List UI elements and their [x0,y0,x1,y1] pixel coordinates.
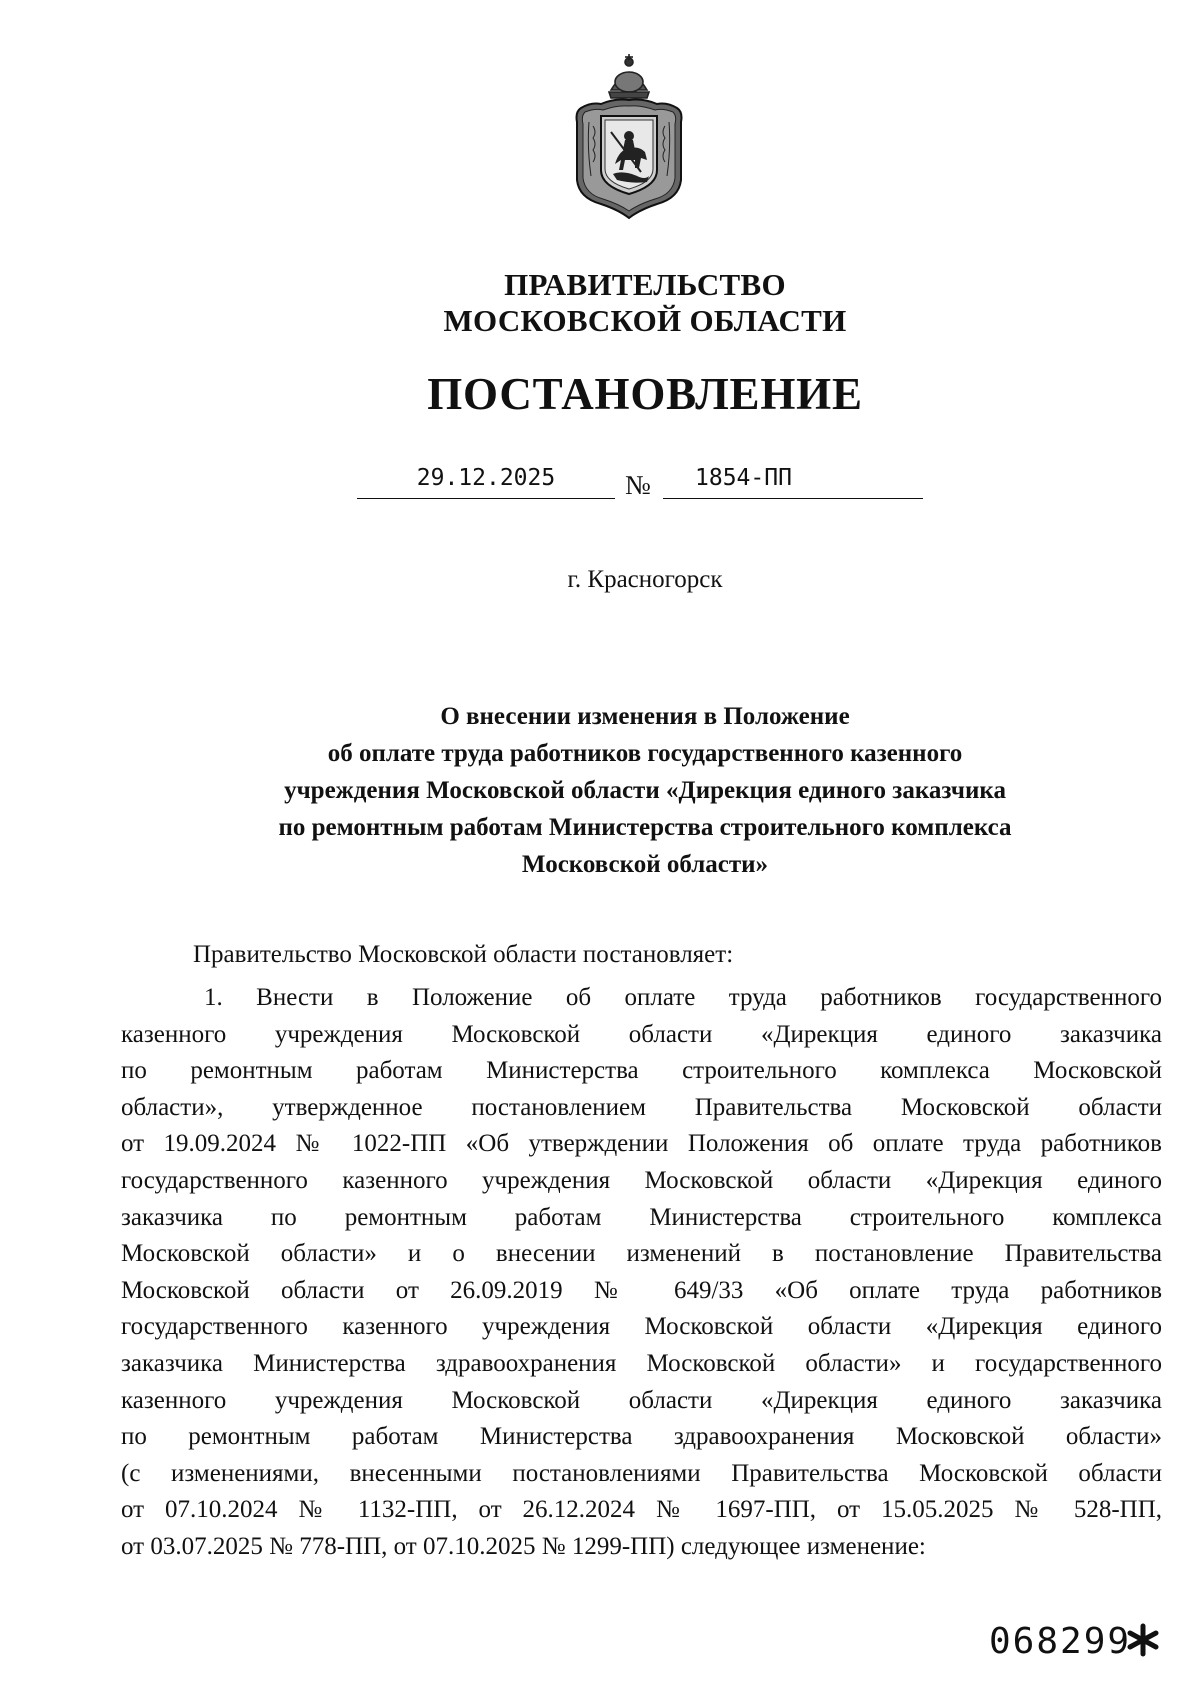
heading-line: О внесении изменения в Положение [440,703,850,730]
number-sign: № [625,470,651,500]
number-field [663,462,923,499]
coat-of-arms-icon [567,52,691,220]
date-field [357,462,615,499]
body-paragraph-1 [121,980,1162,1566]
document-type: ПОСТАНОВЛЕНИЕ [427,369,863,419]
preamble: Правительство Московской области постановляет: [193,941,734,968]
body-line: Московской области от 26.09.2019 № 649/33 «Об оплате труда работников [121,1276,1162,1304]
document-heading [190,698,1100,883]
heading-line: Московской области» [521,851,769,878]
heading-line: по ремонтным работам Министерства строительного комплекса [278,814,1012,841]
document-date: 29.12.2025 [416,465,556,491]
body-line: от 07.10.2024 № 1132-ПП, от 26.12.2024 № 1697-ПП, от 15.05.2025 № 528-ПП, [121,1496,1162,1524]
body-line: от 19.09.2024 № 1022-ПП «Об утверждении Положения об оплате труда работников [121,1130,1162,1158]
body-line: заказчика по ремонтным работам Министерства строительного комплекса [121,1203,1162,1231]
form-serial-number: 068299 [989,1621,1132,1662]
body-line: области», утвержденное постановлением Правительства Московской области [121,1093,1162,1121]
body-line: 1. Внести в Положение об оплате труда работников государственного [204,984,1162,1011]
body-line: казенного учреждения Московской области «Дирекция единого заказчика [121,1020,1162,1048]
body-line: Московской области» и о внесении изменений в постановление Правительства [121,1240,1162,1268]
heading-line: учреждения Московской области «Дирекция единого заказчика [284,777,1006,804]
body-line: государственного казенного учреждения Московской области «Дирекция единого [121,1166,1162,1194]
body-line: заказчика Министерства здравоохранения Московской области» и государственного [121,1349,1162,1377]
asterisk-icon [1125,1622,1161,1658]
city: г. Красногорск [567,566,723,593]
body-line: по ремонтным работам Министерства строительного комплекса Московской [121,1057,1162,1085]
org-name-line2: МОСКОВСКОЙ ОБЛАСТИ [443,303,847,338]
body-line: государственного казенного учреждения Московской области «Дирекция единого [121,1313,1162,1341]
body-line: (с изменениями, внесенными постановлениями Правительства Московской области [121,1459,1162,1487]
org-name-line1: ПРАВИТЕЛЬСТВО [504,267,786,302]
body-line: казенного учреждения Московской области «Дирекция единого заказчика [121,1386,1162,1414]
body-line: по ремонтным работам Министерства здравоохранения Московской области» [121,1423,1162,1451]
document-number: 1854-ПП [695,465,792,491]
heading-line: об оплате труда работников государственного казенного [327,740,963,767]
body-line: от 03.07.2025 № 778-ПП, от 07.10.2025 № 1299-ПП) следующее изменение: [121,1532,926,1560]
